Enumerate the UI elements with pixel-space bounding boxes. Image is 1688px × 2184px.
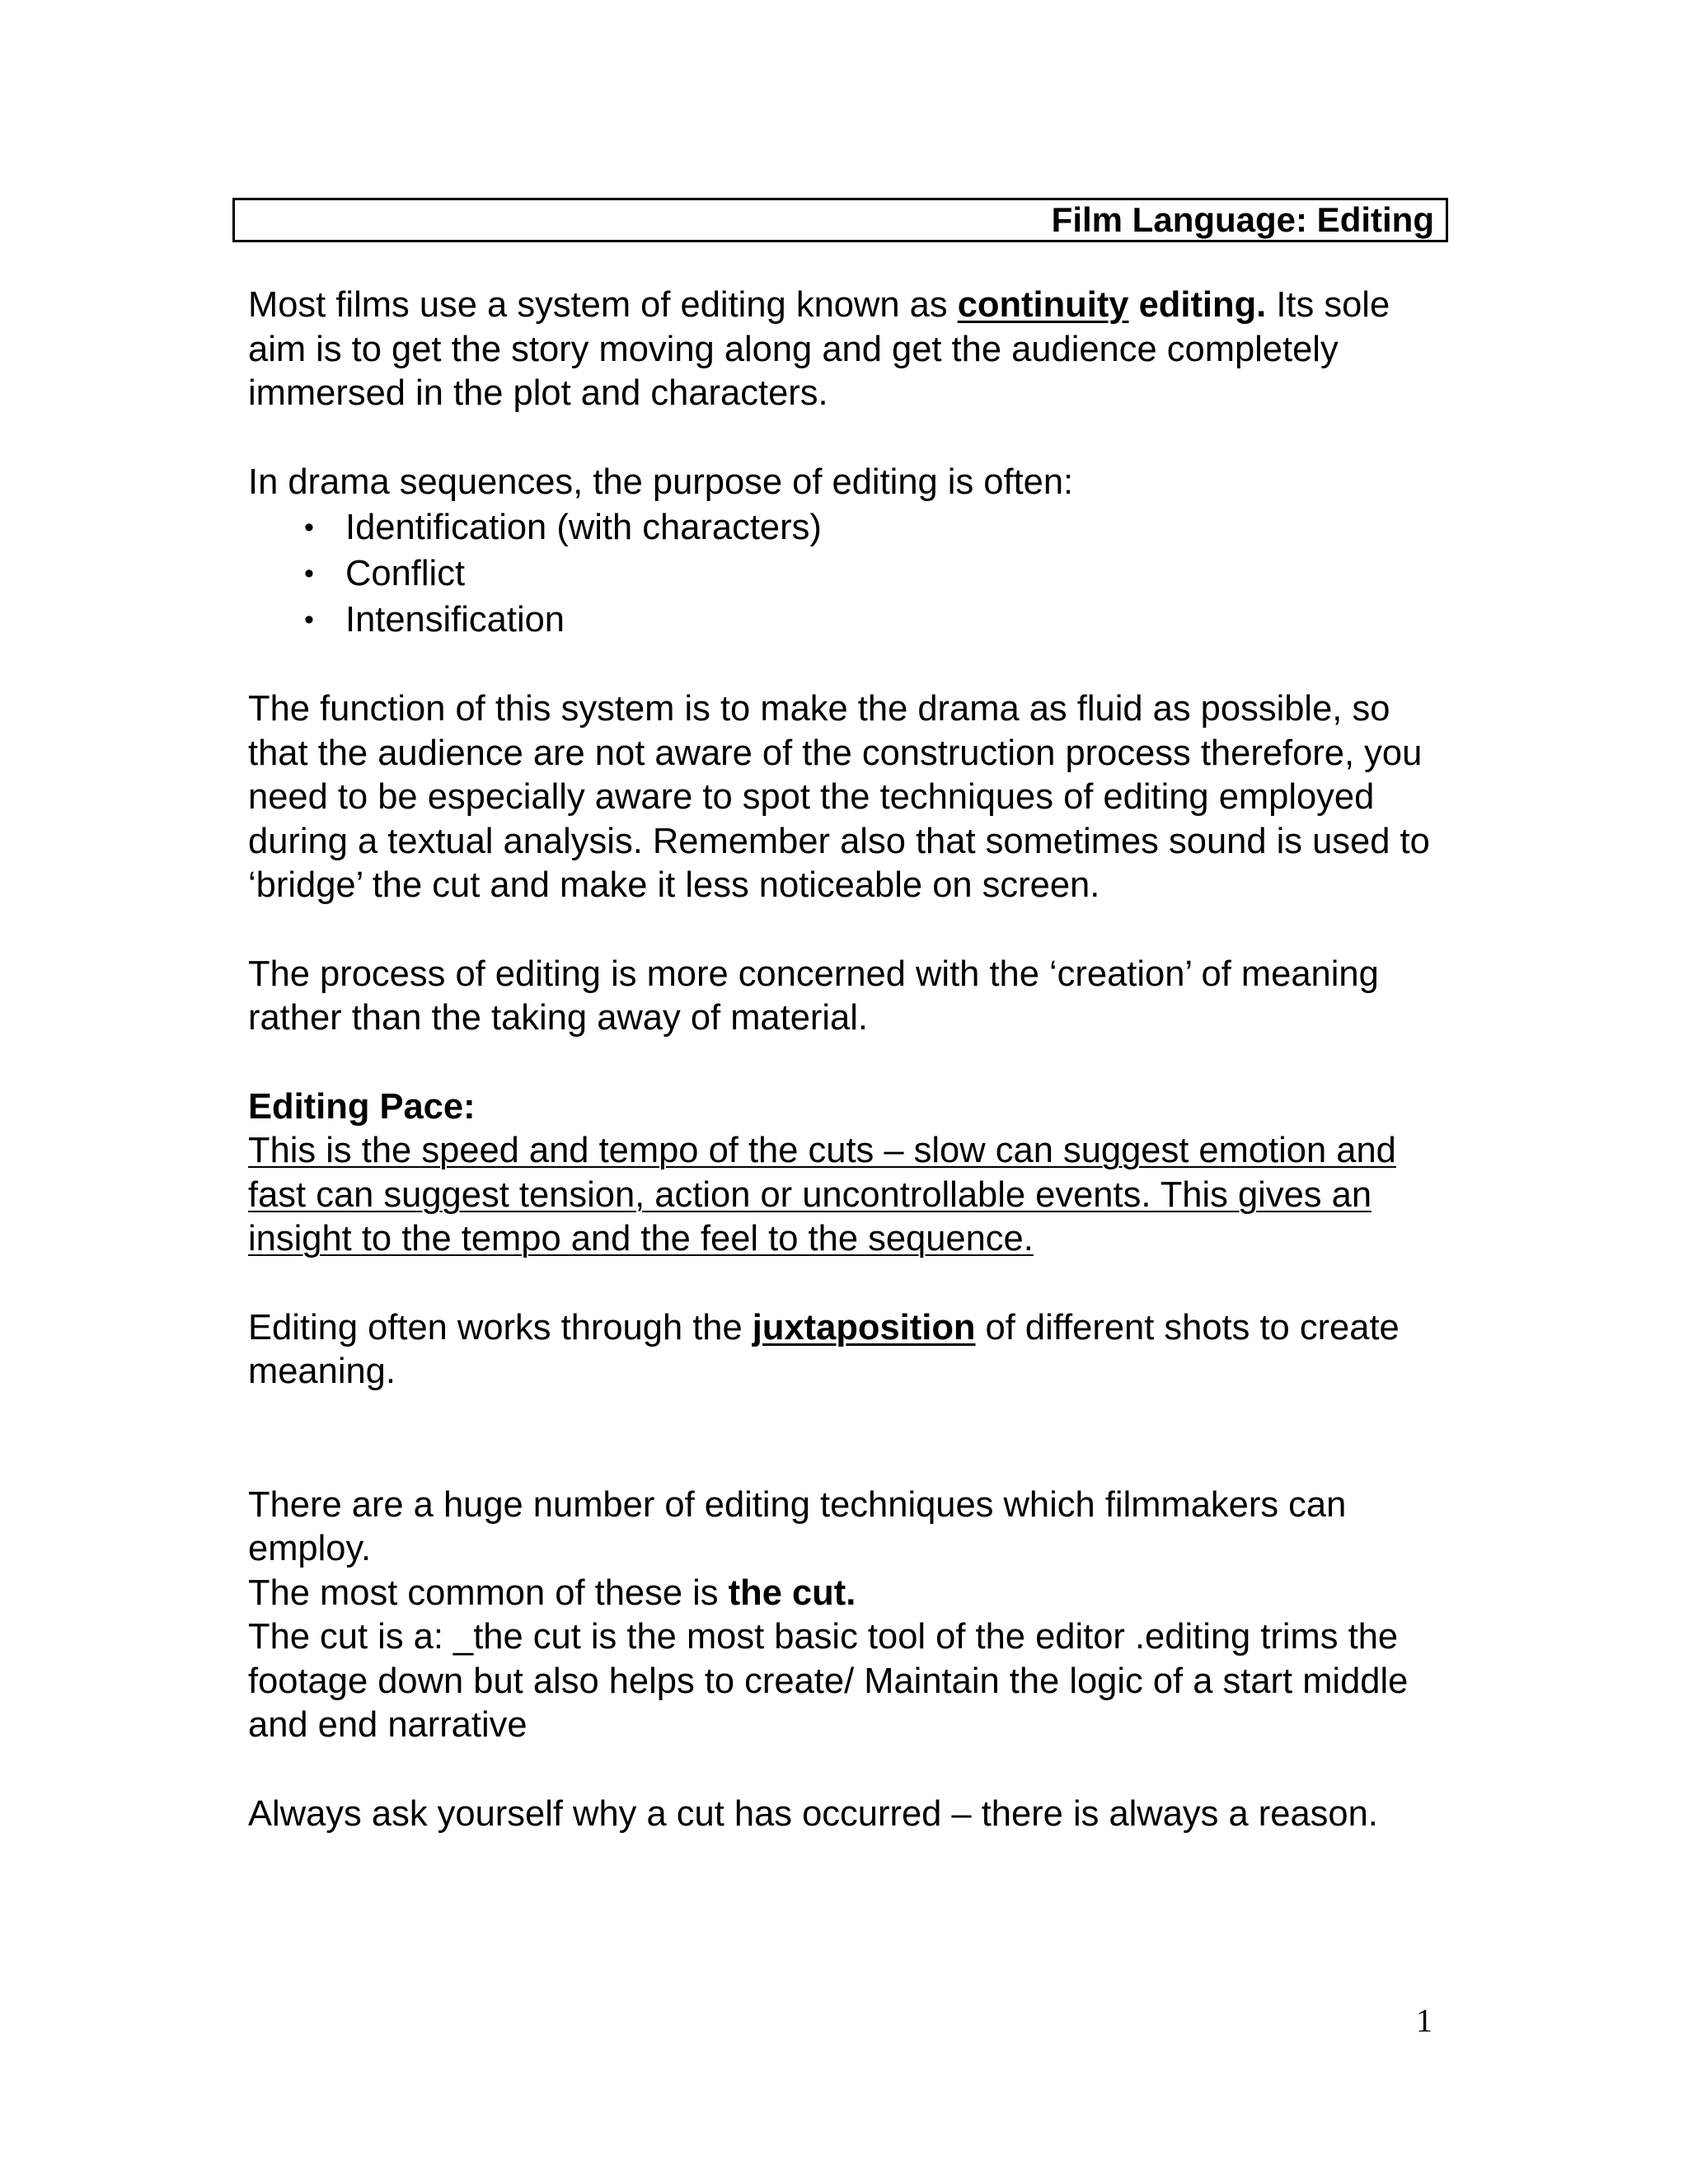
term-juxtaposition: juxtaposition (752, 1307, 976, 1347)
purpose-list (248, 504, 1451, 643)
title-box (232, 198, 1448, 242)
list-item-text: Conflict (345, 554, 466, 593)
juxtaposition-paragraph (248, 1306, 1451, 1394)
spacer (248, 643, 1451, 687)
drama-lead: In drama sequences, the purpose of editing is often: (248, 462, 1074, 502)
spacer (248, 1748, 1451, 1793)
intro-text-end: Its sole aim is to get the story moving along and get the audience completely immersed in the plot and characters. (248, 285, 1390, 413)
pace-heading: Editing Pace: (248, 1086, 476, 1127)
function-paragraph: The function of this system is to make the drama as fluid as possible, so that the audience are not aware of the construction process therefore, you need to be especially aware to spot the techniques of editing employed during a textual analysis. Remember also that sometimes sound is used to ‘bridge’ the cut and make it less noticeable on screen. (248, 689, 1430, 905)
bullet-icon: • (304, 604, 314, 635)
list-item (304, 597, 1451, 643)
pace-paragraph: This is the speed and tempo of the cuts – slow can suggest emotion and fast can suggest tension, action or uncontrollable events. This gives an insight to the tempo and the feel to the sequence. (248, 1131, 1396, 1258)
spacer (248, 1394, 1451, 1483)
spacer (248, 1262, 1451, 1306)
list-item-text: Intensification (345, 600, 565, 640)
list-item (304, 551, 1451, 597)
bullet-icon: • (304, 558, 314, 589)
page-title: Film Language: Editing (1051, 200, 1434, 239)
list-item-text: Identification (with characters) (345, 508, 822, 547)
term-the-cut: the cut. (728, 1572, 856, 1613)
most-common-text: The most common of these is (248, 1572, 729, 1613)
juxtaposition-text-end: of different shots to create meaning. (248, 1307, 1400, 1391)
list-item (304, 504, 1451, 551)
juxtaposition-text-start: Editing often works through the (248, 1307, 753, 1347)
spacer (248, 1041, 1451, 1085)
term-editing: editing. (1128, 285, 1267, 325)
page-number: 1 (1416, 2002, 1432, 2039)
intro-text-start: Most films use a system of editing known as (248, 285, 958, 325)
document-body (248, 284, 1451, 1836)
bullet-icon: • (304, 512, 314, 543)
closing-paragraph: Always ask yourself why a cut has occurred – there is always a reason. (248, 1793, 1378, 1834)
most-common-line (248, 1572, 1451, 1616)
process-paragraph: The process of editing is more concerned with the ‘creation’ of meaning rather than the taking away of material. (248, 954, 1379, 1038)
spacer (248, 416, 1451, 461)
cut-definition: The cut is a: _the cut is the most basic tool of the editor .editing trims the footage down but also helps to create/ Maintain the logic of a start middle and end narrative (248, 1617, 1409, 1745)
intro-paragraph (248, 284, 1451, 416)
term-continuity: continuity (957, 285, 1129, 325)
spacer (248, 908, 1451, 953)
techniques-line: There are a huge number of editing techniques which filmmakers can employ. (248, 1484, 1347, 1568)
